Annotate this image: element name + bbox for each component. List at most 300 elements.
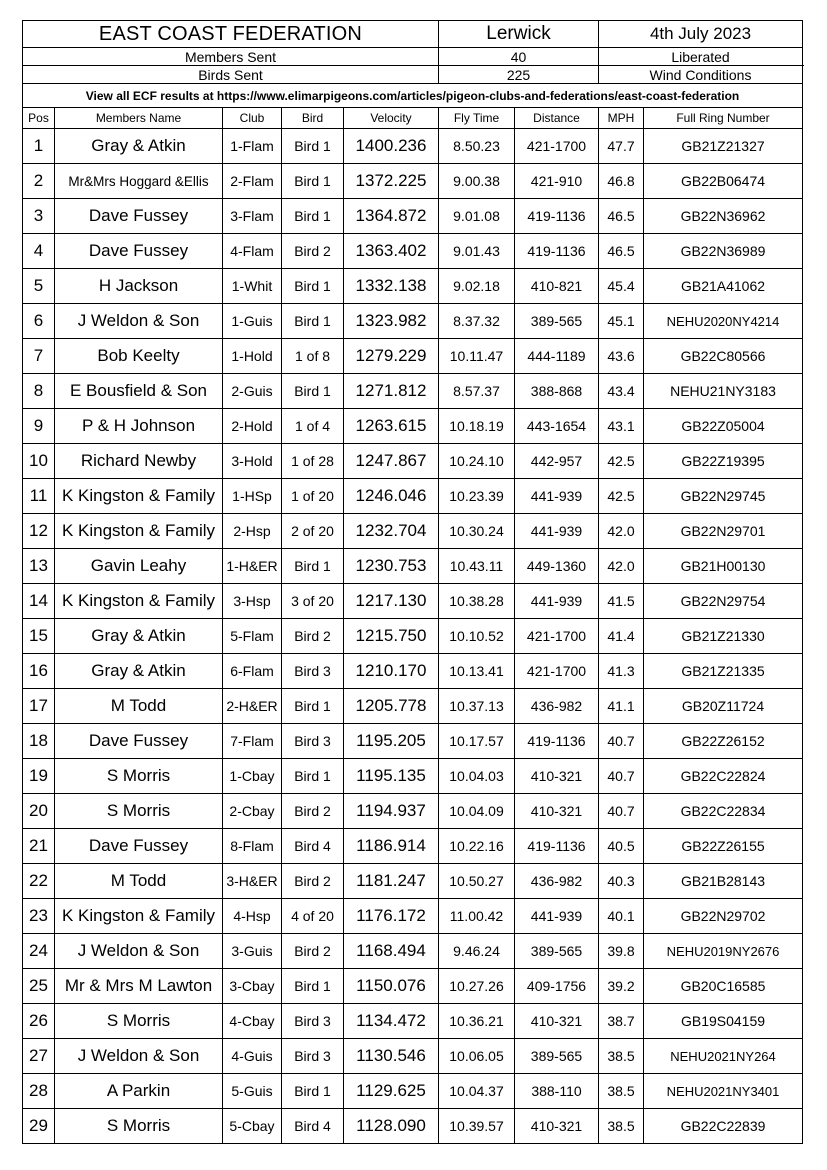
member-name-cell: K Kingston & Family	[55, 899, 223, 934]
results-table	[22, 20, 803, 1144]
velocity-cell: 1186.914	[344, 829, 439, 864]
velocity-cell: 1363.402	[344, 234, 439, 269]
mph-cell: 47.7	[599, 129, 644, 164]
position-cell: 1	[23, 129, 55, 164]
distance-cell: 421-1700	[515, 654, 599, 689]
ring-number-cell: GB22Z26152	[644, 724, 803, 759]
fly-time-cell: 10.30.24	[439, 514, 515, 549]
member-name-cell: K Kingston & Family	[55, 479, 223, 514]
table-row	[23, 584, 803, 619]
velocity-cell: 1279.229	[344, 339, 439, 374]
col-header-mph: MPH	[599, 108, 644, 129]
bird-cell: Bird 1	[282, 199, 344, 234]
distance-cell: 449-1360	[515, 549, 599, 584]
bird-cell: Bird 2	[282, 934, 344, 969]
fly-time-cell: 10.38.28	[439, 584, 515, 619]
mph-cell: 46.8	[599, 164, 644, 199]
bird-cell: Bird 1	[282, 549, 344, 584]
mph-cell: 41.1	[599, 689, 644, 724]
velocity-cell: 1168.494	[344, 934, 439, 969]
club-cell: 8-Flam	[223, 829, 282, 864]
ring-number-cell: GB22C80566	[644, 339, 803, 374]
fly-time-cell: 10.04.09	[439, 794, 515, 829]
member-name-cell: M Todd	[55, 864, 223, 899]
club-cell: 4-Cbay	[223, 1004, 282, 1039]
member-name-cell: Gavin Leahy	[55, 549, 223, 584]
velocity-cell: 1150.076	[344, 969, 439, 1004]
position-cell: 26	[23, 1004, 55, 1039]
liberated-label: Liberated	[599, 48, 803, 66]
ring-number-cell: GB22Z19395	[644, 444, 803, 479]
fly-time-cell: 10.27.26	[439, 969, 515, 1004]
member-name-cell: Gray & Atkin	[55, 654, 223, 689]
table-row	[23, 899, 803, 934]
distance-cell: 419-1136	[515, 724, 599, 759]
distance-cell: 410-321	[515, 759, 599, 794]
fly-time-cell: 10.43.11	[439, 549, 515, 584]
fly-time-cell: 10.18.19	[439, 409, 515, 444]
distance-cell: 436-982	[515, 864, 599, 899]
fly-time-cell: 10.06.05	[439, 1039, 515, 1074]
ring-number-cell: NEHU2021NY3401	[644, 1074, 803, 1109]
member-name-cell: Dave Fussey	[55, 829, 223, 864]
member-name-cell: K Kingston & Family	[55, 514, 223, 549]
position-cell: 23	[23, 899, 55, 934]
results-link-row	[23, 84, 803, 108]
velocity-cell: 1217.130	[344, 584, 439, 619]
position-cell: 16	[23, 654, 55, 689]
member-name-cell: S Morris	[55, 794, 223, 829]
velocity-cell: 1372.225	[344, 164, 439, 199]
ring-number-cell: GB21Z21330	[644, 619, 803, 654]
member-name-cell: Dave Fussey	[55, 234, 223, 269]
fly-time-cell: 10.23.39	[439, 479, 515, 514]
fly-time-cell: 11.00.42	[439, 899, 515, 934]
position-cell: 21	[23, 829, 55, 864]
bird-cell: 3 of 20	[282, 584, 344, 619]
members-sent-label: Members Sent	[23, 48, 439, 66]
bird-cell: Bird 1	[282, 1074, 344, 1109]
club-cell: 1-Guis	[223, 304, 282, 339]
results-table-body	[23, 21, 803, 1144]
table-row	[23, 1109, 803, 1144]
member-name-cell: S Morris	[55, 759, 223, 794]
velocity-cell: 1195.135	[344, 759, 439, 794]
ring-number-cell: GB22Z26155	[644, 829, 803, 864]
position-cell: 11	[23, 479, 55, 514]
member-name-cell: A Parkin	[55, 1074, 223, 1109]
member-name-cell: Mr&Mrs Hoggard &Ellis	[55, 164, 223, 199]
member-name-cell: E Bousfield & Son	[55, 374, 223, 409]
member-name-cell: S Morris	[55, 1109, 223, 1144]
bird-cell: 1 of 20	[282, 479, 344, 514]
col-header-fly-time: Fly Time	[439, 108, 515, 129]
table-row	[23, 759, 803, 794]
club-cell: 1-Whit	[223, 269, 282, 304]
velocity-cell: 1323.982	[344, 304, 439, 339]
fly-time-cell: 10.24.10	[439, 444, 515, 479]
velocity-cell: 1364.872	[344, 199, 439, 234]
club-cell: 2-Guis	[223, 374, 282, 409]
bird-cell: Bird 2	[282, 794, 344, 829]
mph-cell: 45.4	[599, 269, 644, 304]
distance-cell: 410-321	[515, 1004, 599, 1039]
distance-cell: 389-565	[515, 304, 599, 339]
mph-cell: 43.1	[599, 409, 644, 444]
member-name-cell: Dave Fussey	[55, 724, 223, 759]
ring-number-cell: GB22N36989	[644, 234, 803, 269]
distance-cell: 409-1756	[515, 969, 599, 1004]
header-row-birds	[23, 66, 803, 84]
mph-cell: 41.4	[599, 619, 644, 654]
velocity-cell: 1232.704	[344, 514, 439, 549]
member-name-cell: Gray & Atkin	[55, 619, 223, 654]
velocity-cell: 1205.778	[344, 689, 439, 724]
col-header-club: Club	[223, 108, 282, 129]
bird-cell: 2 of 20	[282, 514, 344, 549]
table-row	[23, 864, 803, 899]
ring-number-cell: GB22B06474	[644, 164, 803, 199]
fly-time-cell: 8.37.32	[439, 304, 515, 339]
position-cell: 3	[23, 199, 55, 234]
club-cell: 2-Hsp	[223, 514, 282, 549]
member-name-cell: Gray & Atkin	[55, 129, 223, 164]
bird-cell: Bird 3	[282, 1004, 344, 1039]
distance-cell: 410-321	[515, 794, 599, 829]
position-cell: 24	[23, 934, 55, 969]
ring-number-cell: GB21H00130	[644, 549, 803, 584]
velocity-cell: 1134.472	[344, 1004, 439, 1039]
distance-cell: 410-821	[515, 269, 599, 304]
club-cell: 1-Cbay	[223, 759, 282, 794]
table-row	[23, 304, 803, 339]
position-cell: 22	[23, 864, 55, 899]
distance-cell: 421-910	[515, 164, 599, 199]
position-cell: 6	[23, 304, 55, 339]
birds-sent-value: 225	[439, 66, 599, 84]
bird-cell: 1 of 28	[282, 444, 344, 479]
distance-cell: 389-565	[515, 1039, 599, 1074]
fly-time-cell: 10.11.47	[439, 339, 515, 374]
velocity-cell: 1129.625	[344, 1074, 439, 1109]
club-cell: 1-Hold	[223, 339, 282, 374]
fly-time-cell: 9.02.18	[439, 269, 515, 304]
table-row	[23, 129, 803, 164]
club-cell: 5-Cbay	[223, 1109, 282, 1144]
ring-number-cell: GB20C16585	[644, 969, 803, 1004]
results-sheet	[22, 20, 802, 1144]
mph-cell: 42.0	[599, 514, 644, 549]
fly-time-cell: 10.37.13	[439, 689, 515, 724]
distance-cell: 442-957	[515, 444, 599, 479]
distance-cell: 419-1136	[515, 234, 599, 269]
club-cell: 4-Flam	[223, 234, 282, 269]
distance-cell: 421-1700	[515, 619, 599, 654]
table-row	[23, 514, 803, 549]
distance-cell: 410-321	[515, 1109, 599, 1144]
mph-cell: 38.5	[599, 1109, 644, 1144]
club-cell: 1-Flam	[223, 129, 282, 164]
table-row	[23, 654, 803, 689]
bird-cell: Bird 1	[282, 304, 344, 339]
mph-cell: 39.8	[599, 934, 644, 969]
table-row	[23, 479, 803, 514]
bird-cell: 1 of 8	[282, 339, 344, 374]
table-row	[23, 164, 803, 199]
fly-time-cell: 8.57.37	[439, 374, 515, 409]
table-row	[23, 234, 803, 269]
velocity-cell: 1332.138	[344, 269, 439, 304]
distance-cell: 441-939	[515, 899, 599, 934]
bird-cell: Bird 2	[282, 864, 344, 899]
club-cell: 3-Hsp	[223, 584, 282, 619]
fly-time-cell: 10.50.27	[439, 864, 515, 899]
federation-title: EAST COAST FEDERATION	[23, 21, 439, 48]
table-row	[23, 1004, 803, 1039]
club-cell: 3-H&ER	[223, 864, 282, 899]
column-header-row	[23, 108, 803, 129]
fly-time-cell: 10.04.03	[439, 759, 515, 794]
table-row	[23, 269, 803, 304]
bird-cell: 4 of 20	[282, 899, 344, 934]
ring-number-cell: GB22Z05004	[644, 409, 803, 444]
member-name-cell: J Weldon & Son	[55, 1039, 223, 1074]
position-cell: 15	[23, 619, 55, 654]
club-cell: 1-HSp	[223, 479, 282, 514]
table-row	[23, 444, 803, 479]
distance-cell: 389-565	[515, 934, 599, 969]
table-row	[23, 1074, 803, 1109]
club-cell: 3-Cbay	[223, 969, 282, 1004]
mph-cell: 43.4	[599, 374, 644, 409]
position-cell: 9	[23, 409, 55, 444]
club-cell: 3-Hold	[223, 444, 282, 479]
velocity-cell: 1195.205	[344, 724, 439, 759]
ring-number-cell: GB20Z11724	[644, 689, 803, 724]
fly-time-cell: 10.17.57	[439, 724, 515, 759]
mph-cell: 38.5	[599, 1039, 644, 1074]
mph-cell: 46.5	[599, 199, 644, 234]
header-row-title	[23, 21, 803, 48]
ring-number-cell: NEHU21NY3183	[644, 374, 803, 409]
ring-number-cell: GB21A41062	[644, 269, 803, 304]
mph-cell: 42.5	[599, 479, 644, 514]
mph-cell: 43.6	[599, 339, 644, 374]
position-cell: 7	[23, 339, 55, 374]
members-sent-value: 40	[439, 48, 599, 66]
distance-cell: 388-110	[515, 1074, 599, 1109]
distance-cell: 419-1136	[515, 829, 599, 864]
club-cell: 7-Flam	[223, 724, 282, 759]
club-cell: 5-Guis	[223, 1074, 282, 1109]
table-row	[23, 689, 803, 724]
member-name-cell: Richard Newby	[55, 444, 223, 479]
club-cell: 3-Guis	[223, 934, 282, 969]
velocity-cell: 1210.170	[344, 654, 439, 689]
results-link[interactable]: View all ECF results at https://www.elimarpigeons.com/articles/pigeon-clubs-and-federations/east-coast-federation	[23, 84, 803, 108]
ring-number-cell: GB22N29702	[644, 899, 803, 934]
table-row	[23, 619, 803, 654]
position-cell: 27	[23, 1039, 55, 1074]
col-header-velocity: Velocity	[344, 108, 439, 129]
ring-number-cell: GB22N29701	[644, 514, 803, 549]
bird-cell: Bird 4	[282, 829, 344, 864]
position-cell: 19	[23, 759, 55, 794]
position-cell: 8	[23, 374, 55, 409]
position-cell: 10	[23, 444, 55, 479]
race-date: 4th July 2023	[599, 21, 803, 48]
distance-cell: 388-868	[515, 374, 599, 409]
member-name-cell: H Jackson	[55, 269, 223, 304]
bird-cell: Bird 1	[282, 759, 344, 794]
bird-cell: 1 of 4	[282, 409, 344, 444]
distance-cell: 441-939	[515, 514, 599, 549]
mph-cell: 45.1	[599, 304, 644, 339]
mph-cell: 40.5	[599, 829, 644, 864]
fly-time-cell: 9.01.08	[439, 199, 515, 234]
ring-number-cell: NEHU2019NY2676	[644, 934, 803, 969]
velocity-cell: 1215.750	[344, 619, 439, 654]
position-cell: 5	[23, 269, 55, 304]
mph-cell: 42.5	[599, 444, 644, 479]
member-name-cell: Bob Keelty	[55, 339, 223, 374]
velocity-cell: 1400.236	[344, 129, 439, 164]
member-name-cell: S Morris	[55, 1004, 223, 1039]
table-row	[23, 794, 803, 829]
member-name-cell: P & H Johnson	[55, 409, 223, 444]
fly-time-cell: 10.10.52	[439, 619, 515, 654]
position-cell: 4	[23, 234, 55, 269]
club-cell: 4-Hsp	[223, 899, 282, 934]
position-cell: 2	[23, 164, 55, 199]
club-cell: 5-Flam	[223, 619, 282, 654]
club-cell: 2-H&ER	[223, 689, 282, 724]
position-cell: 18	[23, 724, 55, 759]
distance-cell: 419-1136	[515, 199, 599, 234]
bird-cell: Bird 4	[282, 1109, 344, 1144]
table-row	[23, 829, 803, 864]
fly-time-cell: 10.36.21	[439, 1004, 515, 1039]
mph-cell: 40.7	[599, 794, 644, 829]
fly-time-cell: 10.39.57	[439, 1109, 515, 1144]
bird-cell: Bird 2	[282, 234, 344, 269]
mph-cell: 40.1	[599, 899, 644, 934]
table-row	[23, 199, 803, 234]
position-cell: 29	[23, 1109, 55, 1144]
col-header-distance: Distance	[515, 108, 599, 129]
mph-cell: 46.5	[599, 234, 644, 269]
velocity-cell: 1176.172	[344, 899, 439, 934]
table-row	[23, 1039, 803, 1074]
velocity-cell: 1271.812	[344, 374, 439, 409]
fly-time-cell: 10.22.16	[439, 829, 515, 864]
member-name-cell: Dave Fussey	[55, 199, 223, 234]
fly-time-cell: 9.00.38	[439, 164, 515, 199]
member-name-cell: K Kingston & Family	[55, 584, 223, 619]
mph-cell: 42.0	[599, 549, 644, 584]
bird-cell: Bird 1	[282, 129, 344, 164]
fly-time-cell: 8.50.23	[439, 129, 515, 164]
ring-number-cell: GB22N36962	[644, 199, 803, 234]
table-row	[23, 339, 803, 374]
mph-cell: 39.2	[599, 969, 644, 1004]
velocity-cell: 1246.046	[344, 479, 439, 514]
club-cell: 6-Flam	[223, 654, 282, 689]
distance-cell: 443-1654	[515, 409, 599, 444]
mph-cell: 38.7	[599, 1004, 644, 1039]
position-cell: 28	[23, 1074, 55, 1109]
ring-number-cell: NEHU2020NY4214	[644, 304, 803, 339]
col-header-pos: Pos	[23, 108, 55, 129]
velocity-cell: 1128.090	[344, 1109, 439, 1144]
ring-number-cell: GB21B28143	[644, 864, 803, 899]
table-row	[23, 969, 803, 1004]
ring-number-cell: NEHU2021NY264	[644, 1039, 803, 1074]
club-cell: 1-H&ER	[223, 549, 282, 584]
birds-sent-label: Birds Sent	[23, 66, 439, 84]
mph-cell: 40.7	[599, 759, 644, 794]
mph-cell: 40.3	[599, 864, 644, 899]
velocity-cell: 1247.867	[344, 444, 439, 479]
mph-cell: 41.5	[599, 584, 644, 619]
position-cell: 17	[23, 689, 55, 724]
mph-cell: 38.5	[599, 1074, 644, 1109]
velocity-cell: 1181.247	[344, 864, 439, 899]
position-cell: 13	[23, 549, 55, 584]
member-name-cell: J Weldon & Son	[55, 934, 223, 969]
col-header-members-name: Members Name	[55, 108, 223, 129]
distance-cell: 441-939	[515, 584, 599, 619]
fly-time-cell: 10.13.41	[439, 654, 515, 689]
table-row	[23, 724, 803, 759]
distance-cell: 441-939	[515, 479, 599, 514]
bird-cell: Bird 2	[282, 619, 344, 654]
club-cell: 2-Flam	[223, 164, 282, 199]
table-row	[23, 934, 803, 969]
bird-cell: Bird 1	[282, 374, 344, 409]
velocity-cell: 1194.937	[344, 794, 439, 829]
ring-number-cell: GB21Z21327	[644, 129, 803, 164]
mph-cell: 41.3	[599, 654, 644, 689]
col-header-bird: Bird	[282, 108, 344, 129]
fly-time-cell: 9.01.43	[439, 234, 515, 269]
distance-cell: 444-1189	[515, 339, 599, 374]
ring-number-cell: GB22C22839	[644, 1109, 803, 1144]
bird-cell: Bird 3	[282, 724, 344, 759]
bird-cell: Bird 1	[282, 969, 344, 1004]
member-name-cell: J Weldon & Son	[55, 304, 223, 339]
velocity-cell: 1230.753	[344, 549, 439, 584]
distance-cell: 436-982	[515, 689, 599, 724]
ring-number-cell: GB21Z21335	[644, 654, 803, 689]
position-cell: 20	[23, 794, 55, 829]
header-row-members	[23, 48, 803, 66]
position-cell: 25	[23, 969, 55, 1004]
mph-cell: 40.7	[599, 724, 644, 759]
velocity-cell: 1130.546	[344, 1039, 439, 1074]
col-header-ring-number: Full Ring Number	[644, 108, 803, 129]
fly-time-cell: 10.04.37	[439, 1074, 515, 1109]
club-cell: 4-Guis	[223, 1039, 282, 1074]
club-cell: 3-Flam	[223, 199, 282, 234]
bird-cell: Bird 1	[282, 269, 344, 304]
bird-cell: Bird 1	[282, 689, 344, 724]
wind-label: Wind Conditions	[599, 66, 803, 84]
ring-number-cell: GB19S04159	[644, 1004, 803, 1039]
bird-cell: Bird 3	[282, 1039, 344, 1074]
club-cell: 2-Hold	[223, 409, 282, 444]
member-name-cell: M Todd	[55, 689, 223, 724]
